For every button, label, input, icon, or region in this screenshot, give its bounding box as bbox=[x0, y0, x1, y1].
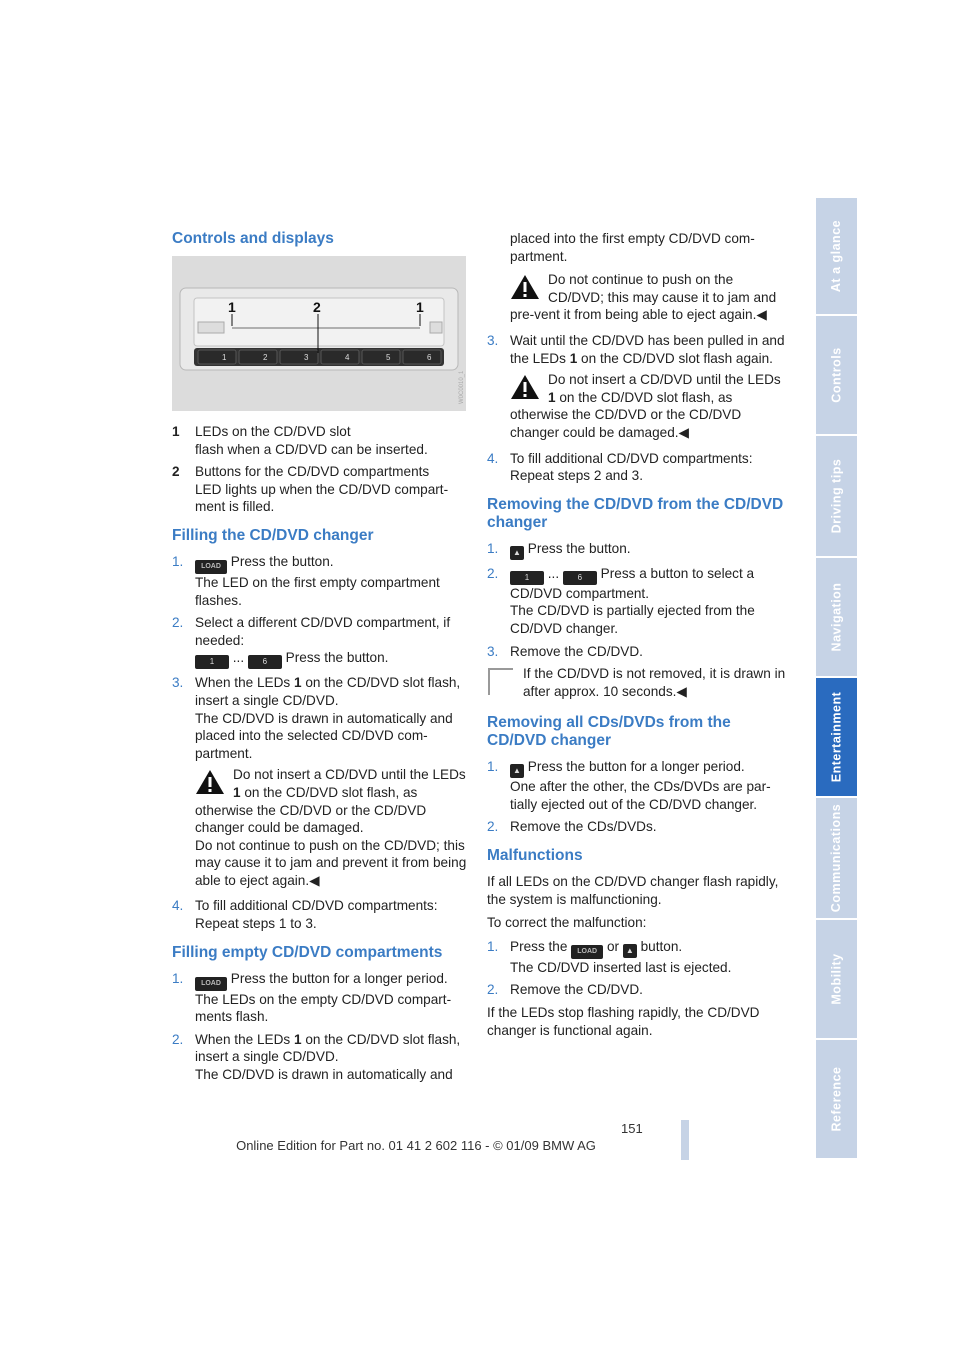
warning-triangle-icon bbox=[510, 273, 540, 301]
end-mark: ◀ bbox=[756, 307, 767, 323]
fill-step-2: 2. Select a different CD/DVD compartment, if needed: 1 ... 6 Press the button. bbox=[172, 614, 472, 669]
fig-code: W0C0010_1 bbox=[459, 370, 465, 404]
chapter-tabs bbox=[816, 198, 857, 1160]
legend-item-1: 1 LEDs on the CD/DVD slot flash when a CD/DVD can be inserted. bbox=[172, 424, 428, 457]
remove-all-step-2: 2. Remove the CDs/DVDs. bbox=[487, 819, 657, 835]
tab-communications[interactable]: Communications bbox=[816, 798, 857, 918]
load-button-icon: LOAD bbox=[195, 560, 227, 574]
heading-controls-displays: Controls and displays bbox=[172, 230, 334, 247]
button-6-icon: 6 bbox=[248, 655, 282, 669]
heading-filling-empty: Filling empty CD/DVD compartments bbox=[172, 943, 443, 961]
load-button-icon: LOAD bbox=[571, 945, 603, 959]
heading-removing-all: Removing all CDs/DVDs from the CD/DVD changer bbox=[487, 714, 731, 750]
info-note: If the CD/DVD is not removed, it is drawn in after approx. 10 seconds.◀ bbox=[487, 665, 787, 700]
cd-changer-figure bbox=[172, 256, 466, 411]
eject-button-icon: ▲ bbox=[510, 546, 524, 560]
fig-button-label: 6 bbox=[427, 353, 432, 362]
empty-step-2: 2. When the LEDs 1 on the CD/DVD slot flash, insert a single CD/DVD. The CD/DVD is drawn in automatically and bbox=[172, 1031, 461, 1083]
tab-reference[interactable]: Reference bbox=[816, 1040, 857, 1158]
tab-entertainment[interactable]: Entertainment bbox=[816, 678, 857, 796]
button-6-icon: 6 bbox=[563, 571, 597, 585]
malf-paragraph-2: To correct the malfunction: bbox=[487, 915, 647, 931]
fig-button-label: 1 bbox=[222, 353, 227, 362]
warning-note: Do not continue to push on the CD/DVD; this may cause it to jam and pre-vent it from being able to eject again.◀ bbox=[510, 272, 777, 323]
fig-callout-2: 2 bbox=[313, 299, 321, 315]
fill-step-1: 1. LOAD Press the button. The LED on the first empty compartment flashes. bbox=[172, 553, 440, 608]
eject-button-icon: ▲ bbox=[510, 764, 524, 778]
tab-at-a-glance[interactable]: At a glance bbox=[816, 198, 857, 314]
tab-navigation[interactable]: Navigation bbox=[816, 558, 857, 676]
malf-paragraph-1: If all LEDs on the CD/DVD changer flash rapidly, the system is malfunctioning. bbox=[487, 874, 779, 907]
remove-step-3: 3. Remove the CD/DVD. bbox=[487, 643, 643, 659]
fill-step-4b: 4. To fill additional CD/DVD compartments: Repeat steps 2 and 3. bbox=[487, 450, 753, 484]
fig-button-label: 5 bbox=[386, 353, 391, 362]
heading-filling-changer: Filling the CD/DVD changer bbox=[172, 526, 374, 544]
eject-button-icon: ▲ bbox=[623, 944, 637, 958]
remove-step-2: 2. 1 ... 6 Press a button to select a CD/DVD compartment. The CD/DVD is partially ejected from the CD/DVD changer. bbox=[487, 565, 755, 636]
fig-button-label: 3 bbox=[304, 353, 309, 362]
remove-all-step-1: 1. ▲ Press the button for a longer period. One after the other, the CDs/DVDs are par-tially ejected out of the CD/DVD changer. bbox=[487, 759, 771, 812]
malf-step-2: 2. Remove the CD/DVD. bbox=[487, 982, 643, 998]
fill-step-3b: 3. Wait until the CD/DVD has been pulled in and the LEDs 1 on the CD/DVD slot flash again. Do not insert a CD/DVD until the LEDs 1 on the CD/DVD slot flash, as otherwise the CD/DVD or the CD/DVD changer could be damaged.◀ bbox=[487, 332, 787, 442]
button-1-icon: 1 bbox=[510, 571, 544, 585]
malf-paragraph-3: If the LEDs stop flashing rapidly, the CD/DVD changer is functional again. bbox=[487, 1005, 760, 1038]
heading-removing-cd: Removing the CD/DVD from the CD/DVD changer bbox=[487, 495, 784, 531]
empty-step-1: 1. LOAD Press the button for a longer period. The LEDs on the empty CD/DVD compart-ments flash. bbox=[172, 970, 452, 1025]
tab-mobility[interactable]: Mobility bbox=[816, 920, 857, 1038]
button-1-icon: 1 bbox=[195, 655, 229, 669]
fig-button-label: 2 bbox=[263, 353, 268, 362]
page-number: 151 bbox=[621, 1121, 643, 1136]
legend-item-2: 2 Buttons for the CD/DVD compartments LED lights up when the CD/DVD compart-ment is filled. bbox=[172, 464, 449, 515]
end-mark: ◀ bbox=[678, 424, 690, 440]
remove-step-1: 1. ▲ Press the button. bbox=[487, 540, 787, 560]
note-corner-icon bbox=[487, 667, 515, 697]
fill-step-4: 4. To fill additional CD/DVD compartments: Repeat steps 1 to 3. bbox=[172, 898, 438, 932]
fig-button-label: 4 bbox=[345, 353, 350, 362]
warning-triangle-icon bbox=[195, 768, 225, 796]
continued-text: placed into the first empty CD/DVD com-partment. bbox=[510, 231, 755, 264]
left-column bbox=[172, 230, 472, 1089]
load-button-icon: LOAD bbox=[195, 977, 227, 991]
end-mark: ◀ bbox=[309, 872, 320, 888]
malf-step-1: 1. Press the LOAD or ▲ button. The CD/DVD inserted last is ejected. bbox=[487, 938, 732, 975]
warning-note: Do not insert a CD/DVD until the LEDs 1 on the CD/DVD slot flash, as otherwise the CD/DVD or the CD/DVD changer could be damaged. Do not continue to push on the CD/DVD; this may cause it to jam and prevent it from being able to eject again.◀ bbox=[195, 767, 467, 888]
fig-callout-1b: 1 bbox=[416, 299, 424, 315]
footer: Online Edition for Part no. 01 41 2 602 116 - © 01/09 BMW AG bbox=[236, 1138, 596, 1153]
end-mark: ◀ bbox=[676, 683, 687, 699]
warning-note: Do not insert a CD/DVD until the LEDs 1 on the CD/DVD slot flash, as otherwise the CD/DVD or the CD/DVD changer could be damaged.◀ bbox=[510, 372, 781, 440]
tab-controls[interactable]: Controls bbox=[816, 316, 857, 434]
fig-callout-1: 1 bbox=[228, 299, 236, 315]
heading-malfunctions: Malfunctions bbox=[487, 847, 583, 865]
tab-driving-tips[interactable]: Driving tips bbox=[816, 436, 857, 556]
fill-step-3: 3. When the LEDs 1 on the CD/DVD slot flash, insert a single CD/DVD. The CD/DVD is drawn in automatically and placed into the selected CD/DVD com-partment. Do not insert a CD/DVD until the LEDs 1 on the CD/DVD slot flash, as otherwise the CD/DVD or the CD/DVD changer could be damaged. Do not continue to push on the CD/DVD; this may cause it to jam and prevent it from being able to eject again.◀ bbox=[172, 674, 472, 889]
warning-triangle-icon bbox=[510, 373, 540, 401]
right-column bbox=[487, 230, 787, 1045]
